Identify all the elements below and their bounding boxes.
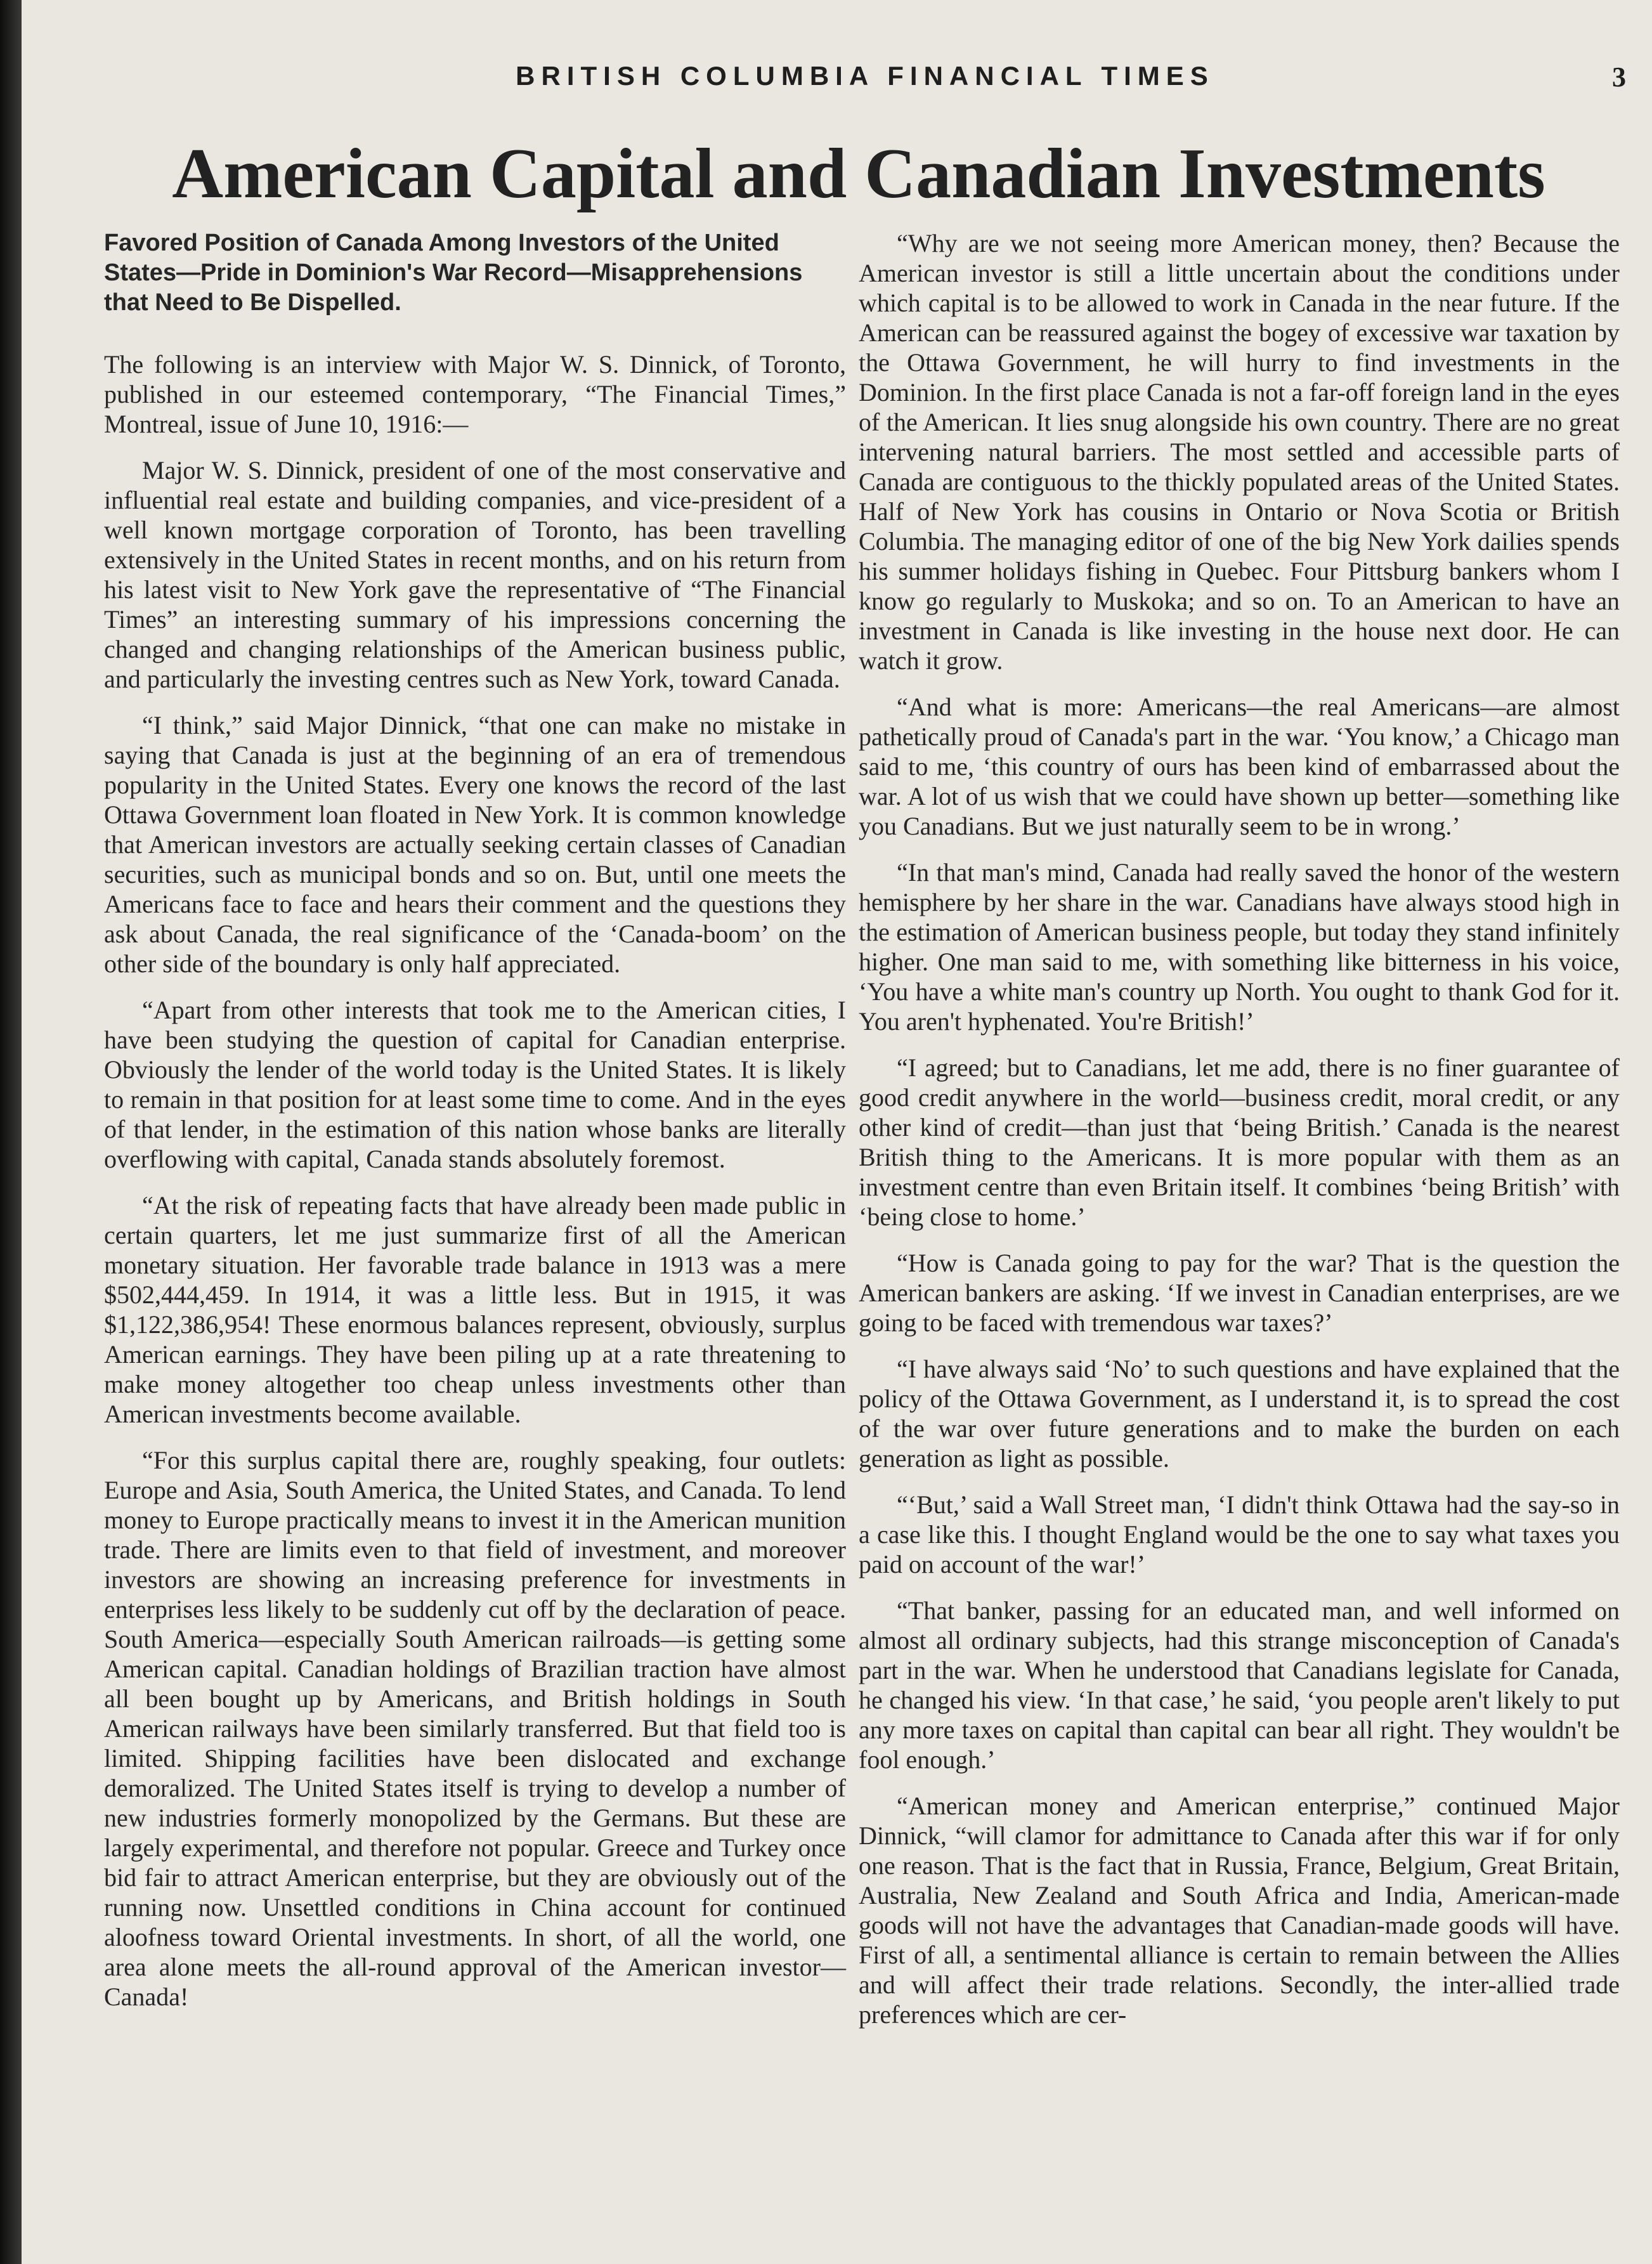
paragraph: “In that man's mind, Canada had really saved the honor of the western hemisphere by her share in the war. Canadians have always stood high in the estimation of American business people, but today they stand infinitely higher. One man said to me, with something like bitterness in his voice, ‘You have a white man's country up North. You ought to thank God for it. You aren't hyphenated. You're British!’ (859, 858, 1620, 1036)
article-subheading: Favored Position of Canada Among Investors of the United States—Pride in Dominion's War Record—Misapprehensions that Need to Be Dispelled. (104, 230, 803, 316)
paragraph: “I think,” said Major Dinnick, “that one can make no mistake in saying that Canada is just at the beginning of an era of tremendous popularity in the United States. Every one knows the record of the last Ottawa Government loan floated in New York. It is common knowledge that American investors are actually seeking certain classes of Canadian securities, such as municipal bonds and so on. But, until one meets the Americans face to face and hears their comment and the questions they ask about Canada, the real significance of the ‘Canada-boom’ on the other side of the boundary is only half appreciated. (104, 711, 846, 978)
paragraph: “Apart from other interests that took me to the American cities, I have been studying the question of capital for Canadian enterprise. Obviously the lender of the world today is the United States. It is likely to remain in that position for at least some time to come. And in the eyes of that lender, in the estimation of this nation whose banks are literally overflowing with capital, Canada stands absolutely foremost. (104, 996, 846, 1173)
paragraph: “American money and American enterprise,” continued Major Dinnick, “will clamor for admittance to Canada after this war if for only one reason. That is the fact that in Russia, France, Belgium, Great Britain, Australia, New Zealand and South Africa and India, American-made goods will not have the advantages that Canadian-made goods will have. First of all, a sentimental alliance is certain to remain between the Allies and will affect their trade relations. Secondly, the inter-allied trade preferences which are cer- (859, 1792, 1620, 2029)
paragraph: “How is Canada going to pay for the war? That is the question the American bankers are asking. ‘If we invest in Canadian enterprises, are we going to be faced with tremendous war taxes?’ (859, 1249, 1620, 1337)
running-header (22, 61, 1652, 105)
paragraph: Major W. S. Dinnick, president of one of the most conservative and influential real estate and building companies, and vice-president of a well known mortgage corporation of Toronto, has been travelling extensively in the United States in recent months, and on his return from his latest visit to New York gave the representative of “The Financial Times” an interesting summary of his impressions concerning the changed and changing relationships of the American business public, and particularly the investing centres such as New York, toward Canada. (104, 456, 846, 693)
paragraph: “‘But,’ said a Wall Street man, ‘I didn't think Ottawa had the say-so in a case like this. I thought England would be the one to say what taxes you paid on account of the war!’ (859, 1490, 1620, 1578)
magazine-page (22, 0, 1652, 2264)
intro-paragraph: The following is an interview with Major W. S. Dinnick, of Toronto, published in our esteemed contemporary, “The Financial Times,” Montreal, issue of June 10, 1916:— (104, 350, 846, 438)
paragraph: “I have always said ‘No’ to such questions and have explained that the policy of the Ottawa Government, as I understand it, is to spread the cost of the war over future generations and to make the burden on each generation as light as possible. (859, 1355, 1620, 1473)
paragraph: “I agreed; but to Canadians, let me add, there is no finer guarantee of good credit anywhere in the world—business credit, moral credit, or any other kind of credit—than just that ‘being British.’ Canada is the nearest British thing to the Americans. It is more popular with them as an investment centre than even Britain itself. It combines ‘being British’ with ‘being close to home.’ (859, 1053, 1620, 1231)
page-number: 3 (1612, 62, 1626, 93)
paragraph: “Why are we not seeing more American money, then? Because the American investor is still a little uncertain about the conditions under which capital is to be allowed to work in Canada in the near future. If the American can be reassured against the bogey of excessive war taxation by the Ottawa Government, he will hurry to find investments in the Dominion. In the first place Canada is not a far-off foreign land in the eyes of the American. It lies snug alongside his own country. There are no great intervening natural barriers. The most settled and accessible parts of Canada are contiguous to the thickly populated areas of the United States. Half of New York has cousins in Ontario or Nova Scotia or British Columbia. The managing editor of one of the big New York dailies spends his summer holidays fishing in Quebec. Four Pittsburg bankers whom I know go regularly to Muskoka; and so on. To an American to have an investment in Canada is like investing in the house next door. He can watch it grow. (859, 229, 1620, 675)
publication-title: BRITISH COLUMBIA FINANCIAL TIMES (516, 61, 1214, 91)
right-column (859, 228, 1620, 2046)
paragraph: “For this surplus capital there are, roughly speaking, four outlets: Europe and Asia, South America, the United States, and Canada. To lend money to Europe practically means to invest it in the American munition trade. There are limits even to that field of investment, and moreover investors are showing an increasing preference for investments in enterprises less likely to be suddenly cut off by the declaration of peace. South America—especially South American railroads—is getting some American capital. Canadian holdings of Brazilian traction have almost all been bought up by Americans, and British holdings in South American railways have been similarly transferred. But that field too is limited. Shipping facilities have been dislocated and exchange demoralized. The United States itself is trying to develop a number of new industries formerly monopolized by the Germans. But these are largely experimental, and therefore not popular. Greece and Turkey once bid fair to attract American enterprise, but they are obviously out of the running now. Unsettled conditions in China account for continued aloofness toward Oriental investments. In short, of all the world, one area alone meets the all-round approval of the American investor—Canada! (104, 1446, 846, 2011)
book-spine (0, 0, 22, 2264)
paragraph: “At the risk of repeating facts that have already been made public in certain quarters, let me just summarize first of all the American monetary situation. Her favorable trade balance in 1913 was a mere $502,444,459. In 1914, it was a little less. But in 1915, it was $1,122,386,954! These enormous balances represent, obviously, surplus American earnings. They have been piling up at a rate threatening to make money altogether too cheap unless investments other than American investments become available. (104, 1191, 846, 1428)
paragraph: “That banker, passing for an educated man, and well informed on almost all ordinary subjects, had this strange misconception of Canada's part in the war. When he understood that Canadians legislate for Canada, he changed his view. ‘In that case,’ he said, ‘you people aren't likely to put any more taxes on capital than capital can bear all right. They wouldn't be fool enough.’ (859, 1596, 1620, 1774)
left-column (104, 228, 846, 2028)
article-title: American Capital and Canadian Investments (172, 134, 1545, 213)
paragraph: “And what is more: Americans—the real Americans—are almost pathetically proud of Canada's part in the war. ‘You know,’ a Chicago man said to me, ‘this country of ours has been kind of embarrassed about the war. A lot of us wish that we could have shown up better—something like you Canadians. But we just naturally seem to be in wrong.’ (859, 693, 1620, 840)
